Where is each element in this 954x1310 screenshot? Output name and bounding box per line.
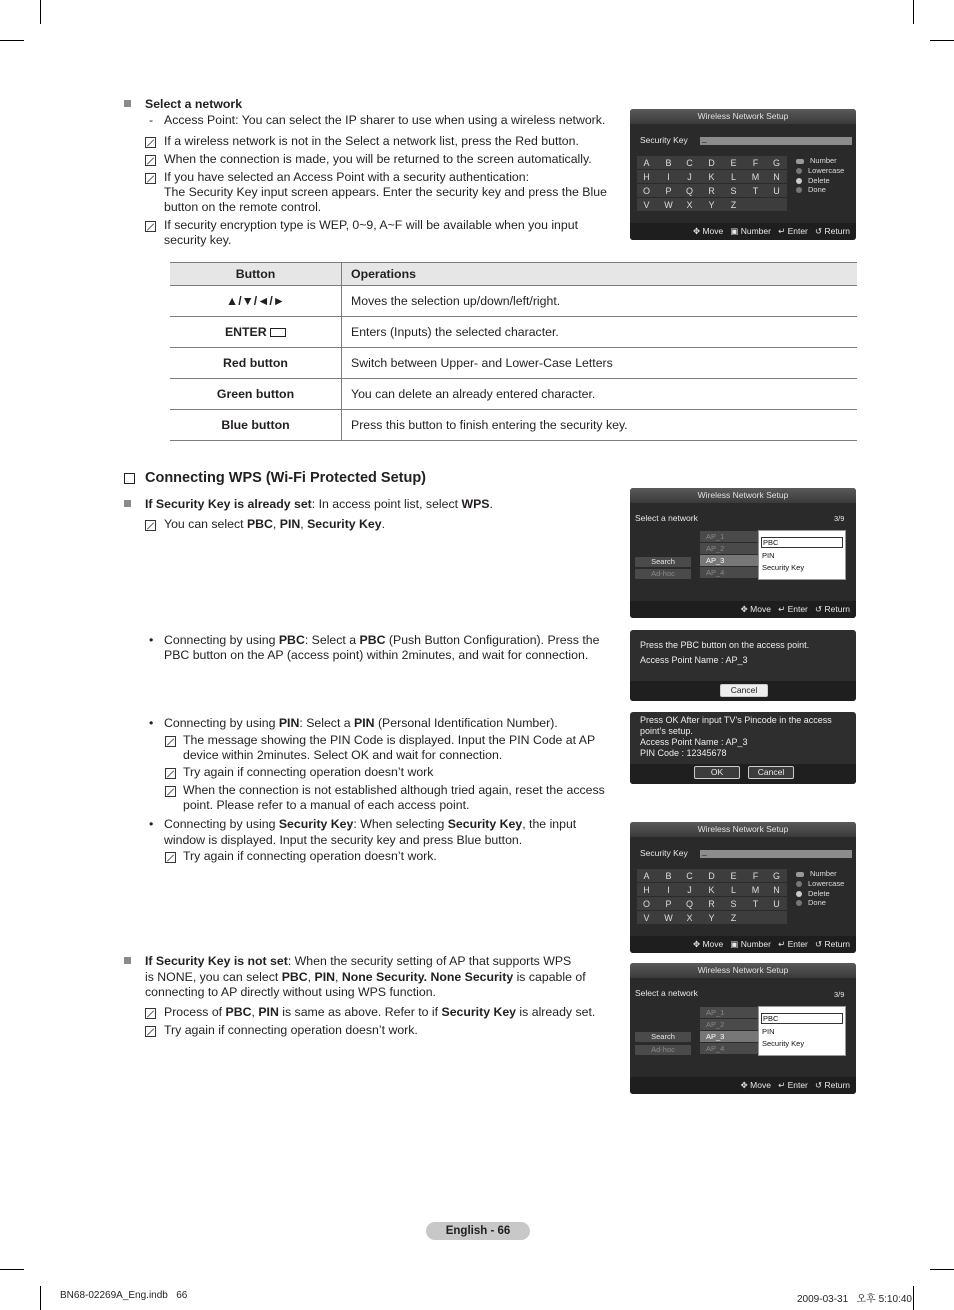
key[interactable]: P (665, 186, 672, 196)
pbc-dialog (630, 630, 856, 701)
legend-number: Number (796, 869, 837, 878)
key[interactable]: U (773, 899, 780, 909)
key[interactable]: Y (708, 200, 715, 210)
note-text: If you have selected an Access Point with a security authentication: (164, 170, 530, 184)
key[interactable]: J (687, 885, 692, 895)
square-bullet-icon (124, 100, 131, 107)
key[interactable]: L (730, 172, 736, 182)
table-row: Red button Switch between Upper- and Lower-Case Letters (170, 348, 857, 379)
note-text: Try again if connecting operation doesn’t work. (183, 849, 437, 863)
option-pbc[interactable]: PBC (761, 537, 843, 548)
key[interactable]: Y (708, 913, 715, 923)
note-icon (165, 852, 176, 863)
key[interactable]: G (772, 158, 780, 168)
bullet-dot: • (149, 817, 154, 831)
key[interactable]: L (730, 885, 736, 895)
table-row: ENTER Enters (Inputs) the selected character. (170, 317, 857, 348)
note-text: The message showing the PIN Code is displayed. Input the PIN Code at AP (183, 733, 596, 747)
security-key-input[interactable]: _ (700, 137, 852, 145)
crop-mark (930, 1269, 954, 1270)
dialog-text: Access Point Name : AP_3 (640, 655, 748, 665)
tv-title: Wireless Network Setup (630, 488, 856, 503)
ap-item[interactable]: AP_2 (700, 1019, 761, 1030)
key[interactable]: Z (730, 913, 737, 923)
note-text: If a wireless network is not in the Select a network list, press the Red button. (164, 134, 579, 148)
note-icon (145, 221, 156, 232)
tv-screen-select-network (630, 488, 856, 618)
move-icon: ✥ (740, 1080, 748, 1090)
enter-icon: ↵ (778, 226, 786, 236)
search-button[interactable]: Search (635, 1032, 691, 1042)
note-text: When the connection is not established although tried again, reset the access (183, 783, 605, 797)
table-header-operations: Operations (342, 263, 858, 286)
tv-footer: ✥ Move ▣ Number ↵ Enter ↺ Return (630, 223, 856, 240)
note-icon (165, 736, 176, 747)
key[interactable]: R (708, 899, 715, 909)
note-text: Try again if connecting operation doesn’t work. (164, 1023, 418, 1037)
page-indicator: 3/9 (834, 514, 845, 523)
wps-option-popup (758, 1006, 846, 1056)
move-icon: ✥ (692, 939, 701, 949)
tv-label: Security Key (640, 848, 688, 858)
cancel-button[interactable]: Cancel (748, 766, 794, 779)
dialog-text: PIN Code : 12345678 (640, 748, 727, 758)
key[interactable]: R (708, 186, 715, 196)
bullet-text: Connecting by using PIN: Select a PIN (Personal Identification Number). (164, 716, 558, 730)
legend-lowercase: Lowercase (796, 166, 844, 175)
note-icon (145, 137, 156, 148)
key[interactable]: P (665, 899, 672, 909)
option-pin[interactable]: PIN (762, 1027, 775, 1036)
key[interactable]: F (752, 158, 759, 168)
key[interactable]: K (708, 885, 715, 895)
legend-lowercase: Lowercase (796, 879, 844, 888)
tv-label: Select a network (635, 513, 698, 523)
key[interactable]: S (730, 899, 737, 909)
return-icon: ↺ (814, 939, 823, 949)
legend-delete: Delete (796, 889, 830, 898)
bullet-text: Connecting by using Security Key: When selecting Security Key, the input (164, 817, 577, 831)
tv-screen-security-key (630, 109, 856, 240)
security-key-input[interactable]: _ (700, 850, 852, 858)
key[interactable]: V (643, 200, 650, 210)
crop-mark (40, 0, 41, 24)
ap-item[interactable]: AP_1 (700, 1007, 761, 1018)
note-text: security key. (164, 233, 232, 247)
return-icon: ↺ (814, 226, 823, 236)
legend-done: Done (796, 185, 826, 194)
key[interactable]: X (686, 913, 693, 923)
note-icon (165, 786, 176, 797)
note-text: You can select PBC, PIN, Security Key. (164, 517, 386, 531)
key[interactable]: B (665, 871, 672, 881)
key[interactable]: W (664, 200, 673, 210)
option-pbc[interactable]: PBC (761, 1013, 843, 1024)
note-icon (145, 155, 156, 166)
page-indicator: 3/9 (834, 990, 845, 999)
key[interactable]: S (730, 186, 737, 196)
crop-mark (913, 1286, 914, 1310)
adhoc-button[interactable]: Ad-hoc (635, 1045, 691, 1055)
note-text: Process of PBC, PIN is same as above. Refer to if Security Key is already set. (164, 1005, 596, 1019)
return-icon: ↺ (814, 1080, 823, 1090)
legend-done: Done (796, 898, 826, 907)
dialog-text: point’s setup. (640, 726, 693, 736)
tv-footer: ✥ Move ↵ Enter ↺ Return (630, 601, 856, 618)
key[interactable]: E (730, 158, 737, 168)
note-icon (165, 768, 176, 779)
bullet-text: window is displayed. Input the security key and press Blue button. (164, 833, 523, 847)
key[interactable]: Q (685, 899, 693, 909)
crop-mark (0, 40, 24, 41)
paragraph: If Security Key is already set: In access point list, select WPS. (145, 497, 493, 511)
dash-bullet: - (149, 113, 154, 127)
move-icon: ✥ (740, 604, 748, 614)
tv-title: Wireless Network Setup (630, 963, 856, 978)
tv-title: Wireless Network Setup (630, 822, 856, 837)
enter-icon: ↵ (778, 939, 786, 949)
square-bullet-icon (124, 500, 131, 507)
key[interactable]: V (643, 913, 650, 923)
key[interactable]: W (664, 913, 673, 923)
tv-screen-security-key (630, 822, 856, 953)
key[interactable]: H (643, 172, 650, 182)
button-operations-table (170, 262, 857, 441)
note-text: Try again if connecting operation doesn’t work (183, 765, 434, 779)
paragraph: If Security Key is not set: When the security setting of AP that supports WPS (145, 954, 572, 968)
table-row: ▲/▼/◄/► Moves the selection up/down/left/right. (170, 286, 857, 317)
note-text: device within 2minutes. Select OK and wait for connection. (183, 748, 503, 762)
key[interactable]: F (752, 871, 759, 881)
note-text: point. Please refer to a manual of each access point. (183, 798, 470, 812)
key[interactable]: M (751, 885, 760, 895)
footer-file: BN68-02269A_Eng.indb 66 (60, 1290, 188, 1301)
key[interactable]: A (643, 871, 650, 881)
tv-label: Security Key (640, 135, 688, 145)
option-pin[interactable]: PIN (762, 551, 775, 560)
note-text: button on the remote control. (164, 200, 322, 214)
key[interactable]: O (642, 186, 650, 196)
key[interactable]: C (686, 158, 693, 168)
key[interactable]: N (773, 885, 780, 895)
key[interactable]: Z (730, 200, 737, 210)
key[interactable]: T (752, 186, 759, 196)
key[interactable]: N (773, 172, 780, 182)
square-bullet-icon (124, 957, 131, 964)
ap-item[interactable]: AP_2 (700, 543, 761, 554)
search-button[interactable]: Search (635, 557, 691, 567)
tv-screen-select-network (630, 963, 856, 1094)
checkbox-bullet-icon (124, 473, 135, 484)
key[interactable]: T (752, 899, 759, 909)
legend-number: Number (796, 156, 837, 165)
note-icon (145, 1026, 156, 1037)
note-text: When the connection is made, you will be returned to the screen automatically. (164, 152, 592, 166)
key[interactable]: C (686, 871, 693, 881)
move-icon: ✥ (692, 226, 701, 236)
dash-text: Access Point: You can select the IP sharer to use when using a wireless network. (164, 113, 606, 127)
key[interactable]: G (772, 871, 780, 881)
key[interactable]: M (751, 172, 760, 182)
ok-button[interactable]: OK (694, 766, 740, 779)
note-text: The Security Key input screen appears. Enter the security key and press the Blue (164, 185, 607, 199)
key[interactable]: J (687, 172, 692, 182)
return-icon: ↺ (814, 604, 823, 614)
key[interactable]: D (708, 871, 715, 881)
crop-mark (930, 40, 954, 41)
bullet-text: Connecting by using PBC: Select a PBC (Push Button Configuration). Press the (164, 633, 600, 647)
crop-mark (40, 1286, 41, 1310)
crop-mark (913, 0, 914, 24)
key[interactable]: B (665, 158, 672, 168)
legend-delete: Delete (796, 176, 830, 185)
note-text: If security encryption type is WEP, 0~9, A~F will be available when you input (164, 218, 578, 232)
ap-item[interactable]: AP_3 (700, 555, 761, 566)
number-icon: ▣ (730, 939, 739, 949)
number-icon: ▣ (730, 226, 739, 236)
tv-footer: ✥ Move ▣ Number ↵ Enter ↺ Return (630, 936, 856, 953)
key[interactable]: X (686, 200, 693, 210)
dialog-text: Press OK After input TV’s Pincode in the access (640, 715, 832, 725)
option-security-key[interactable]: Security Key (762, 563, 805, 572)
wps-option-popup (758, 530, 846, 580)
table-row: Blue button Press this button to finish entering the security key. (170, 410, 857, 441)
ap-item[interactable]: AP_3 (700, 1031, 761, 1042)
paragraph: connecting to AP directly without using WPS function. (145, 985, 436, 999)
tv-footer: ✥ Move ↵ Enter ↺ Return (630, 1077, 856, 1094)
note-icon (145, 173, 156, 184)
key[interactable]: I (667, 885, 670, 895)
footer-date: 2009-03-31 오후 5:10:40 (797, 1294, 912, 1305)
key[interactable]: K (708, 172, 715, 182)
note-icon (145, 1008, 156, 1019)
key[interactable]: Q (685, 186, 693, 196)
cancel-button[interactable]: Cancel (720, 684, 768, 697)
key[interactable]: O (642, 899, 650, 909)
table-row: Green button You can delete an already entered character. (170, 379, 857, 410)
ap-item[interactable]: AP_1 (700, 531, 761, 542)
key[interactable]: D (708, 158, 715, 168)
dialog-text: Access Point Name : AP_3 (640, 737, 748, 747)
bullet-dot: • (149, 716, 154, 730)
note-icon (145, 520, 156, 531)
dialog-text: Press the PBC button on the access point. (640, 640, 810, 650)
key[interactable]: E (730, 871, 737, 881)
enter-key-icon (270, 328, 286, 337)
key[interactable]: I (667, 172, 670, 182)
adhoc-button[interactable]: Ad-hoc (635, 569, 691, 579)
ap-item[interactable]: AP_4 (700, 1043, 761, 1054)
section-heading: Select a network (145, 97, 243, 111)
table-header-button: Button (170, 263, 342, 286)
pin-dialog (630, 712, 856, 784)
paragraph: is NONE, you can select PBC, PIN, None Security. None Security is capable of (145, 970, 586, 984)
option-security-key[interactable]: Security Key (762, 1039, 805, 1048)
page-number-badge: English - 66 (426, 1222, 530, 1240)
section-title: Connecting WPS (Wi-Fi Protected Setup) (145, 470, 427, 486)
bullet-dot: • (149, 633, 154, 647)
crop-mark (0, 1269, 24, 1270)
key[interactable]: U (773, 186, 780, 196)
key[interactable]: H (643, 885, 650, 895)
key[interactable]: A (643, 158, 650, 168)
tv-label: Select a network (635, 988, 698, 998)
enter-icon: ↵ (778, 1080, 786, 1090)
enter-icon: ↵ (778, 604, 786, 614)
bullet-text: PBC button on the AP (access point) within 2minutes, and wait for connection. (164, 648, 589, 662)
tv-title: Wireless Network Setup (630, 109, 856, 124)
ap-item[interactable]: AP_4 (700, 567, 761, 578)
